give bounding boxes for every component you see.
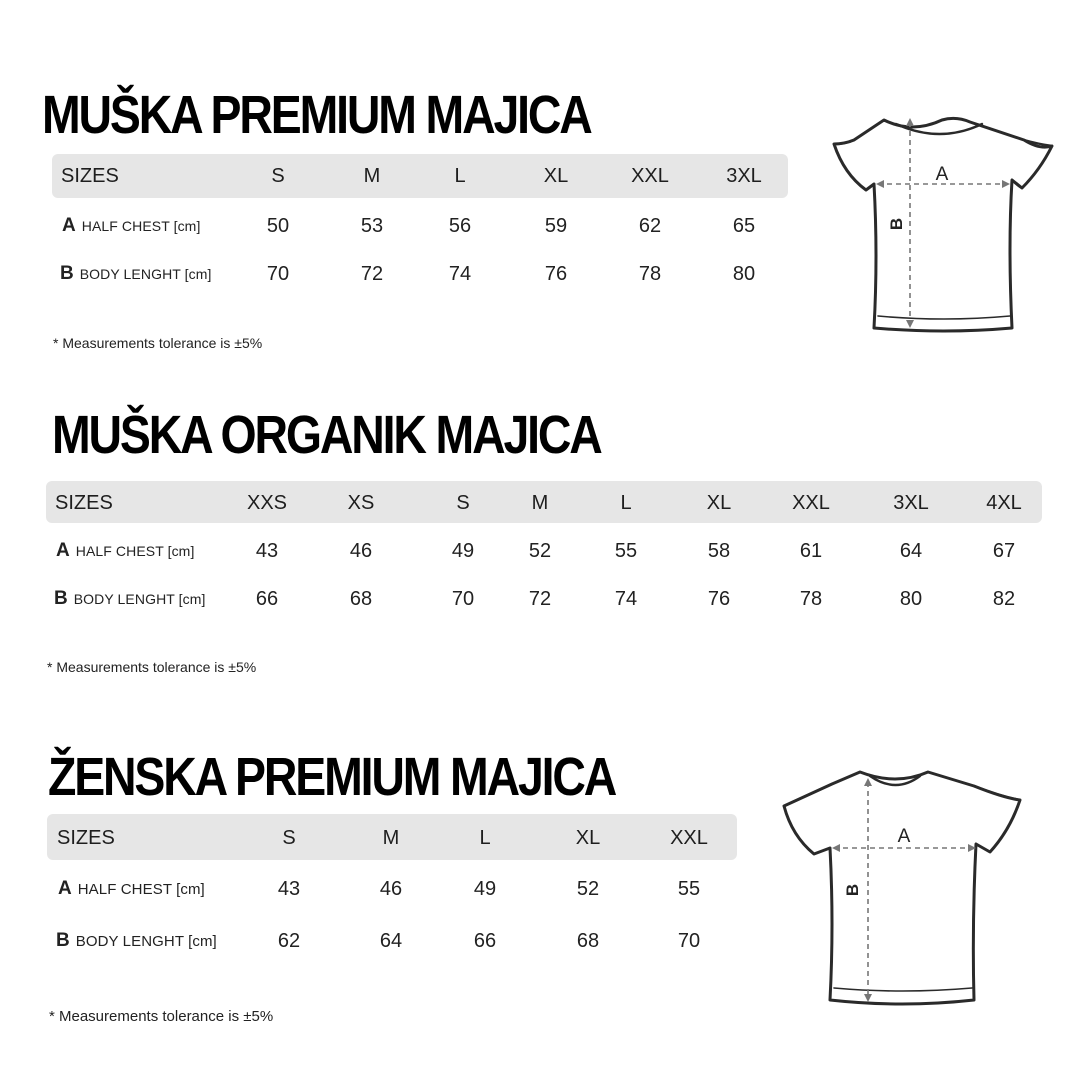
- size-header: S: [282, 827, 296, 849]
- table-cell: 68: [576, 930, 600, 952]
- table-header: [52, 154, 788, 198]
- section-title-womens-premium: ŽENSKA PREMIUM MAJICA: [48, 747, 616, 807]
- table-cell: 76: [544, 263, 568, 285]
- table-cell: 62: [638, 215, 662, 237]
- size-header: L: [454, 165, 466, 187]
- size-header: S: [456, 492, 470, 514]
- size-header: L: [479, 827, 491, 849]
- table-cell: 46: [379, 878, 403, 900]
- table-cell: 55: [677, 878, 701, 900]
- table-cell: 65: [732, 215, 756, 237]
- diagram-label-b: B: [843, 883, 862, 897]
- sizes-header-label: SIZES: [61, 165, 119, 187]
- row-label-body-length: [60, 263, 212, 285]
- row-label-half-chest: [58, 878, 205, 900]
- measure-letter: B: [54, 588, 68, 609]
- table-cell: 72: [360, 263, 384, 285]
- size-header: M: [531, 492, 549, 514]
- size-header: XXS: [246, 492, 288, 514]
- table-cell: 78: [799, 588, 823, 610]
- sizes-header-label: SIZES: [57, 827, 115, 849]
- table-cell: 72: [528, 588, 552, 610]
- table-cell: 80: [899, 588, 923, 610]
- section-title-mens-organic: MUŠKA ORGANIK MAJICA: [52, 405, 601, 465]
- table-cell: 58: [707, 540, 731, 562]
- size-header: XXL: [631, 165, 669, 187]
- table-cell: 78: [638, 263, 662, 285]
- table-cell: 43: [255, 540, 279, 562]
- size-header: 3XL: [726, 165, 762, 187]
- measure-desc: HALF CHEST [cm]: [75, 543, 195, 559]
- diagram-label-b: B: [887, 217, 906, 231]
- measure-letter: A: [58, 878, 72, 899]
- table-cell: 66: [473, 930, 497, 952]
- size-header: XL: [706, 492, 732, 514]
- tshirt-diagram-mens: [826, 106, 1058, 338]
- table-cell: 50: [266, 215, 290, 237]
- tolerance-note: * Measurements tolerance is ±5%: [49, 1008, 274, 1025]
- measure-letter: B: [60, 263, 74, 284]
- size-table-mens-premium: [52, 154, 788, 304]
- table-cell: 49: [451, 540, 475, 562]
- size-header: XL: [575, 827, 601, 849]
- table-cell: 70: [677, 930, 701, 952]
- table-cell: 70: [266, 263, 290, 285]
- table-cell: 67: [992, 540, 1016, 562]
- measure-desc: HALF CHEST [cm]: [81, 218, 201, 234]
- diagram-label-a: A: [935, 164, 949, 185]
- table-cell: 46: [349, 540, 373, 562]
- table-cell: 76: [707, 588, 731, 610]
- measure-desc: HALF CHEST [cm]: [77, 881, 205, 898]
- sizes-header-label: SIZES: [55, 492, 113, 514]
- size-table-womens-premium: [47, 814, 737, 974]
- table-cell: 53: [360, 215, 384, 237]
- size-table-mens-organic: [46, 481, 1042, 621]
- table-cell: 55: [614, 540, 638, 562]
- row-label-body-length: [56, 930, 217, 952]
- table-cell: 61: [799, 540, 823, 562]
- table-cell: 82: [992, 588, 1016, 610]
- measure-letter: B: [56, 930, 70, 951]
- size-header: XXL: [670, 827, 708, 849]
- table-cell: 52: [576, 878, 600, 900]
- table-cell: 49: [473, 878, 497, 900]
- size-header: L: [620, 492, 632, 514]
- measure-letter: A: [56, 540, 70, 561]
- row-label-half-chest: [62, 215, 200, 237]
- tolerance-note: * Measurements tolerance is ±5%: [47, 659, 257, 675]
- size-header: XXL: [792, 492, 830, 514]
- table-cell: 74: [614, 588, 638, 610]
- table-cell: 43: [277, 878, 301, 900]
- size-header: XL: [543, 165, 569, 187]
- table-cell: 66: [255, 588, 279, 610]
- measure-desc: BODY LENGHT [cm]: [73, 591, 206, 607]
- size-header: XS: [347, 492, 375, 514]
- table-cell: 70: [451, 588, 475, 610]
- table-cell: 52: [528, 540, 552, 562]
- measure-desc: BODY LENGHT [cm]: [75, 933, 217, 950]
- size-header: M: [382, 827, 400, 849]
- size-header: 3XL: [893, 492, 929, 514]
- diagram-label-a: A: [897, 826, 911, 847]
- section-title-mens-premium: MUŠKA PREMIUM MAJICA: [42, 85, 591, 145]
- table-cell: 80: [732, 263, 756, 285]
- size-header: M: [363, 165, 381, 187]
- table-cell: 64: [899, 540, 923, 562]
- size-header: 4XL: [986, 492, 1022, 514]
- table-cell: 56: [448, 215, 472, 237]
- table-cell: 64: [379, 930, 403, 952]
- size-header: S: [271, 165, 285, 187]
- tshirt-diagram-womens: [778, 764, 1026, 1012]
- row-label-half-chest: [56, 540, 194, 562]
- table-cell: 68: [349, 588, 373, 610]
- measure-letter: A: [62, 215, 76, 236]
- tolerance-note: * Measurements tolerance is ±5%: [53, 335, 263, 351]
- table-cell: 62: [277, 930, 301, 952]
- table-cell: 74: [448, 263, 472, 285]
- row-label-body-length: [54, 588, 206, 610]
- table-cell: 59: [544, 215, 568, 237]
- measure-desc: BODY LENGHT [cm]: [79, 266, 212, 282]
